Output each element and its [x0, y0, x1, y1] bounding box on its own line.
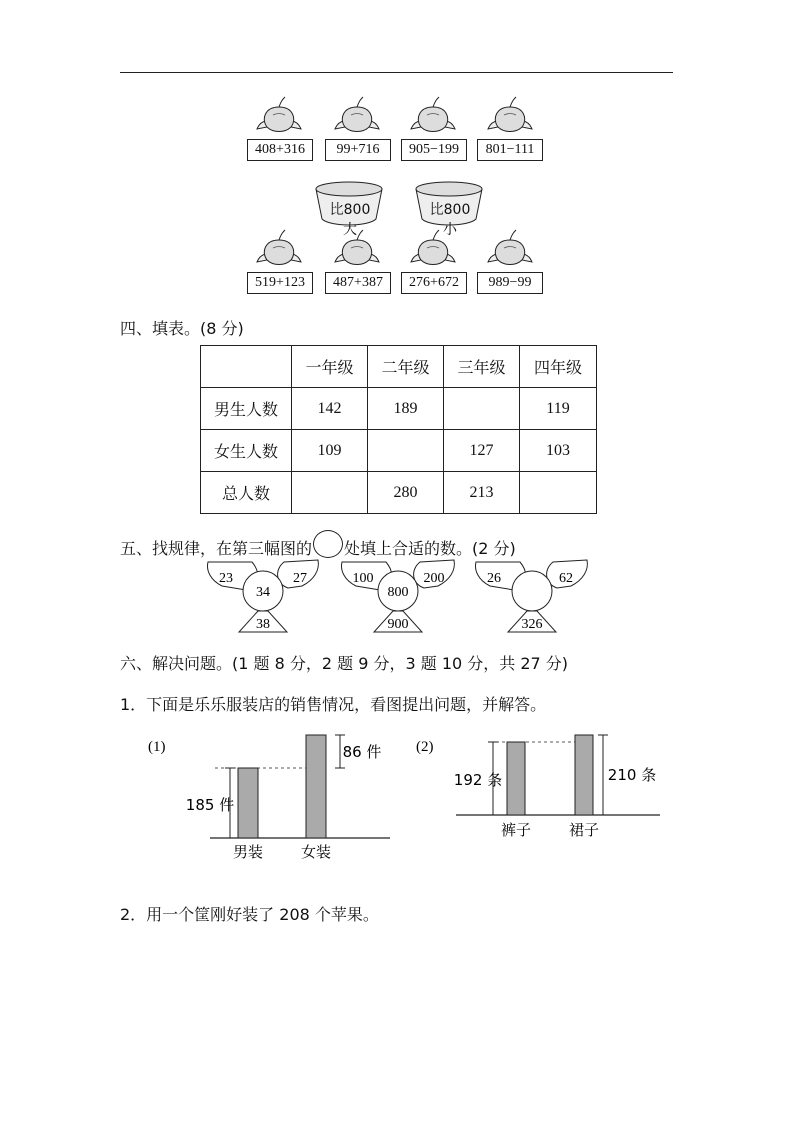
bar: [238, 768, 258, 838]
fill-table: [200, 345, 597, 514]
peach-expression: 905−199: [401, 139, 467, 161]
peach-expression: 989−99: [477, 272, 543, 294]
table-header: 四年级: [520, 346, 597, 388]
chart-2: [410, 725, 670, 845]
basket-label: 比800小: [429, 202, 471, 238]
peach-expression: 519+123: [247, 272, 313, 294]
peach-icon: [411, 97, 455, 132]
table-cell: 142: [292, 388, 368, 430]
table-row: [201, 430, 597, 472]
peach-expression: 487+387: [325, 272, 391, 294]
annotation-label: 210 条: [607, 766, 657, 784]
peach-icon: [257, 97, 301, 132]
table-cell: 127: [444, 430, 520, 472]
figure-left-number: 23: [219, 571, 233, 586]
figure-left-number: 26: [487, 571, 501, 586]
basket-label: 比800大: [329, 202, 371, 238]
table-cell: 280: [368, 472, 444, 514]
table-header: 一年级: [292, 346, 368, 388]
annotation-label: 192 条: [453, 771, 503, 789]
figure-bottom-number: 900: [387, 617, 409, 632]
chart-label: (2): [416, 739, 434, 755]
table-cell: [368, 430, 444, 472]
annotation-label: 86 件: [342, 743, 382, 761]
row-label: 男生人数: [201, 388, 292, 430]
table-header-row: [201, 346, 597, 388]
section-5-title-after: 处填上合适的数。(2 分): [344, 539, 516, 558]
peach-icon: [335, 97, 379, 132]
figure-center-number: 800: [387, 585, 409, 600]
section-4-title: 四、填表。(8 分): [120, 319, 244, 338]
chart-1: [140, 725, 400, 865]
circle-icon: [313, 530, 343, 558]
pattern-figures: [0, 556, 793, 638]
table-cell: [444, 388, 520, 430]
category-label: 裙子: [568, 821, 600, 839]
table-header: 二年级: [368, 346, 444, 388]
peach-icon: [411, 230, 455, 265]
peach-expression: 99+716: [325, 139, 391, 161]
question-2: 2．用一个筐刚好装了 208 个苹果。: [120, 905, 379, 924]
section-5-title: [120, 530, 516, 559]
figure-right-number: 62: [559, 571, 573, 586]
top-rule: [120, 72, 673, 73]
figure-right-number: 200: [423, 571, 445, 586]
table-row: [201, 388, 597, 430]
section-6-title: 六、解决问题。(1 题 8 分，2 题 9 分，3 题 10 分，共 27 分): [120, 654, 569, 673]
annotation-label: 185 件: [185, 796, 235, 814]
bar: [306, 735, 326, 838]
table-cell: [201, 346, 292, 388]
table-cell: 119: [520, 388, 597, 430]
question-1: 1．下面是乐乐服装店的销售情况，看图提出问题，并解答。: [120, 695, 547, 714]
table-cell: 103: [520, 430, 597, 472]
peach-expression: 276+672: [401, 272, 467, 294]
peach-expression: 801−111: [477, 139, 543, 161]
bar: [507, 742, 525, 815]
table-header: 三年级: [444, 346, 520, 388]
peach-icon: [257, 230, 301, 265]
category-label: 裤子: [500, 821, 532, 839]
pattern-figure-2: [342, 560, 455, 632]
pattern-figure-1: [208, 560, 319, 632]
bar: [575, 735, 593, 815]
table-cell: [292, 472, 368, 514]
row-label: 女生人数: [201, 430, 292, 472]
answer-circle[interactable]: [512, 571, 552, 611]
table-cell: 213: [444, 472, 520, 514]
row-label: 总人数: [201, 472, 292, 514]
peach-icon: [488, 97, 532, 132]
figure-bottom-number: 326: [521, 617, 543, 632]
section-5-title-before: 五、找规律，在第三幅图的: [120, 539, 313, 558]
figure-right-number: 27: [293, 571, 307, 586]
table-cell: 109: [292, 430, 368, 472]
peach-icon: [335, 230, 379, 265]
pattern-figure-3: [476, 560, 588, 632]
figure-left-number: 100: [352, 571, 374, 586]
peach-row-bottom: [0, 228, 793, 298]
chart-label: (1): [148, 739, 166, 755]
figure-center-number: 34: [256, 585, 270, 600]
table-cell: 189: [368, 388, 444, 430]
table-cell: [520, 472, 597, 514]
category-label: 女装: [300, 843, 332, 861]
peach-expression: 408+316: [247, 139, 313, 161]
category-label: 男装: [232, 843, 264, 861]
figure-bottom-number: 38: [256, 617, 270, 632]
peach-icon: [488, 230, 532, 265]
table-row: [201, 472, 597, 514]
peach-row-top: [0, 95, 793, 165]
